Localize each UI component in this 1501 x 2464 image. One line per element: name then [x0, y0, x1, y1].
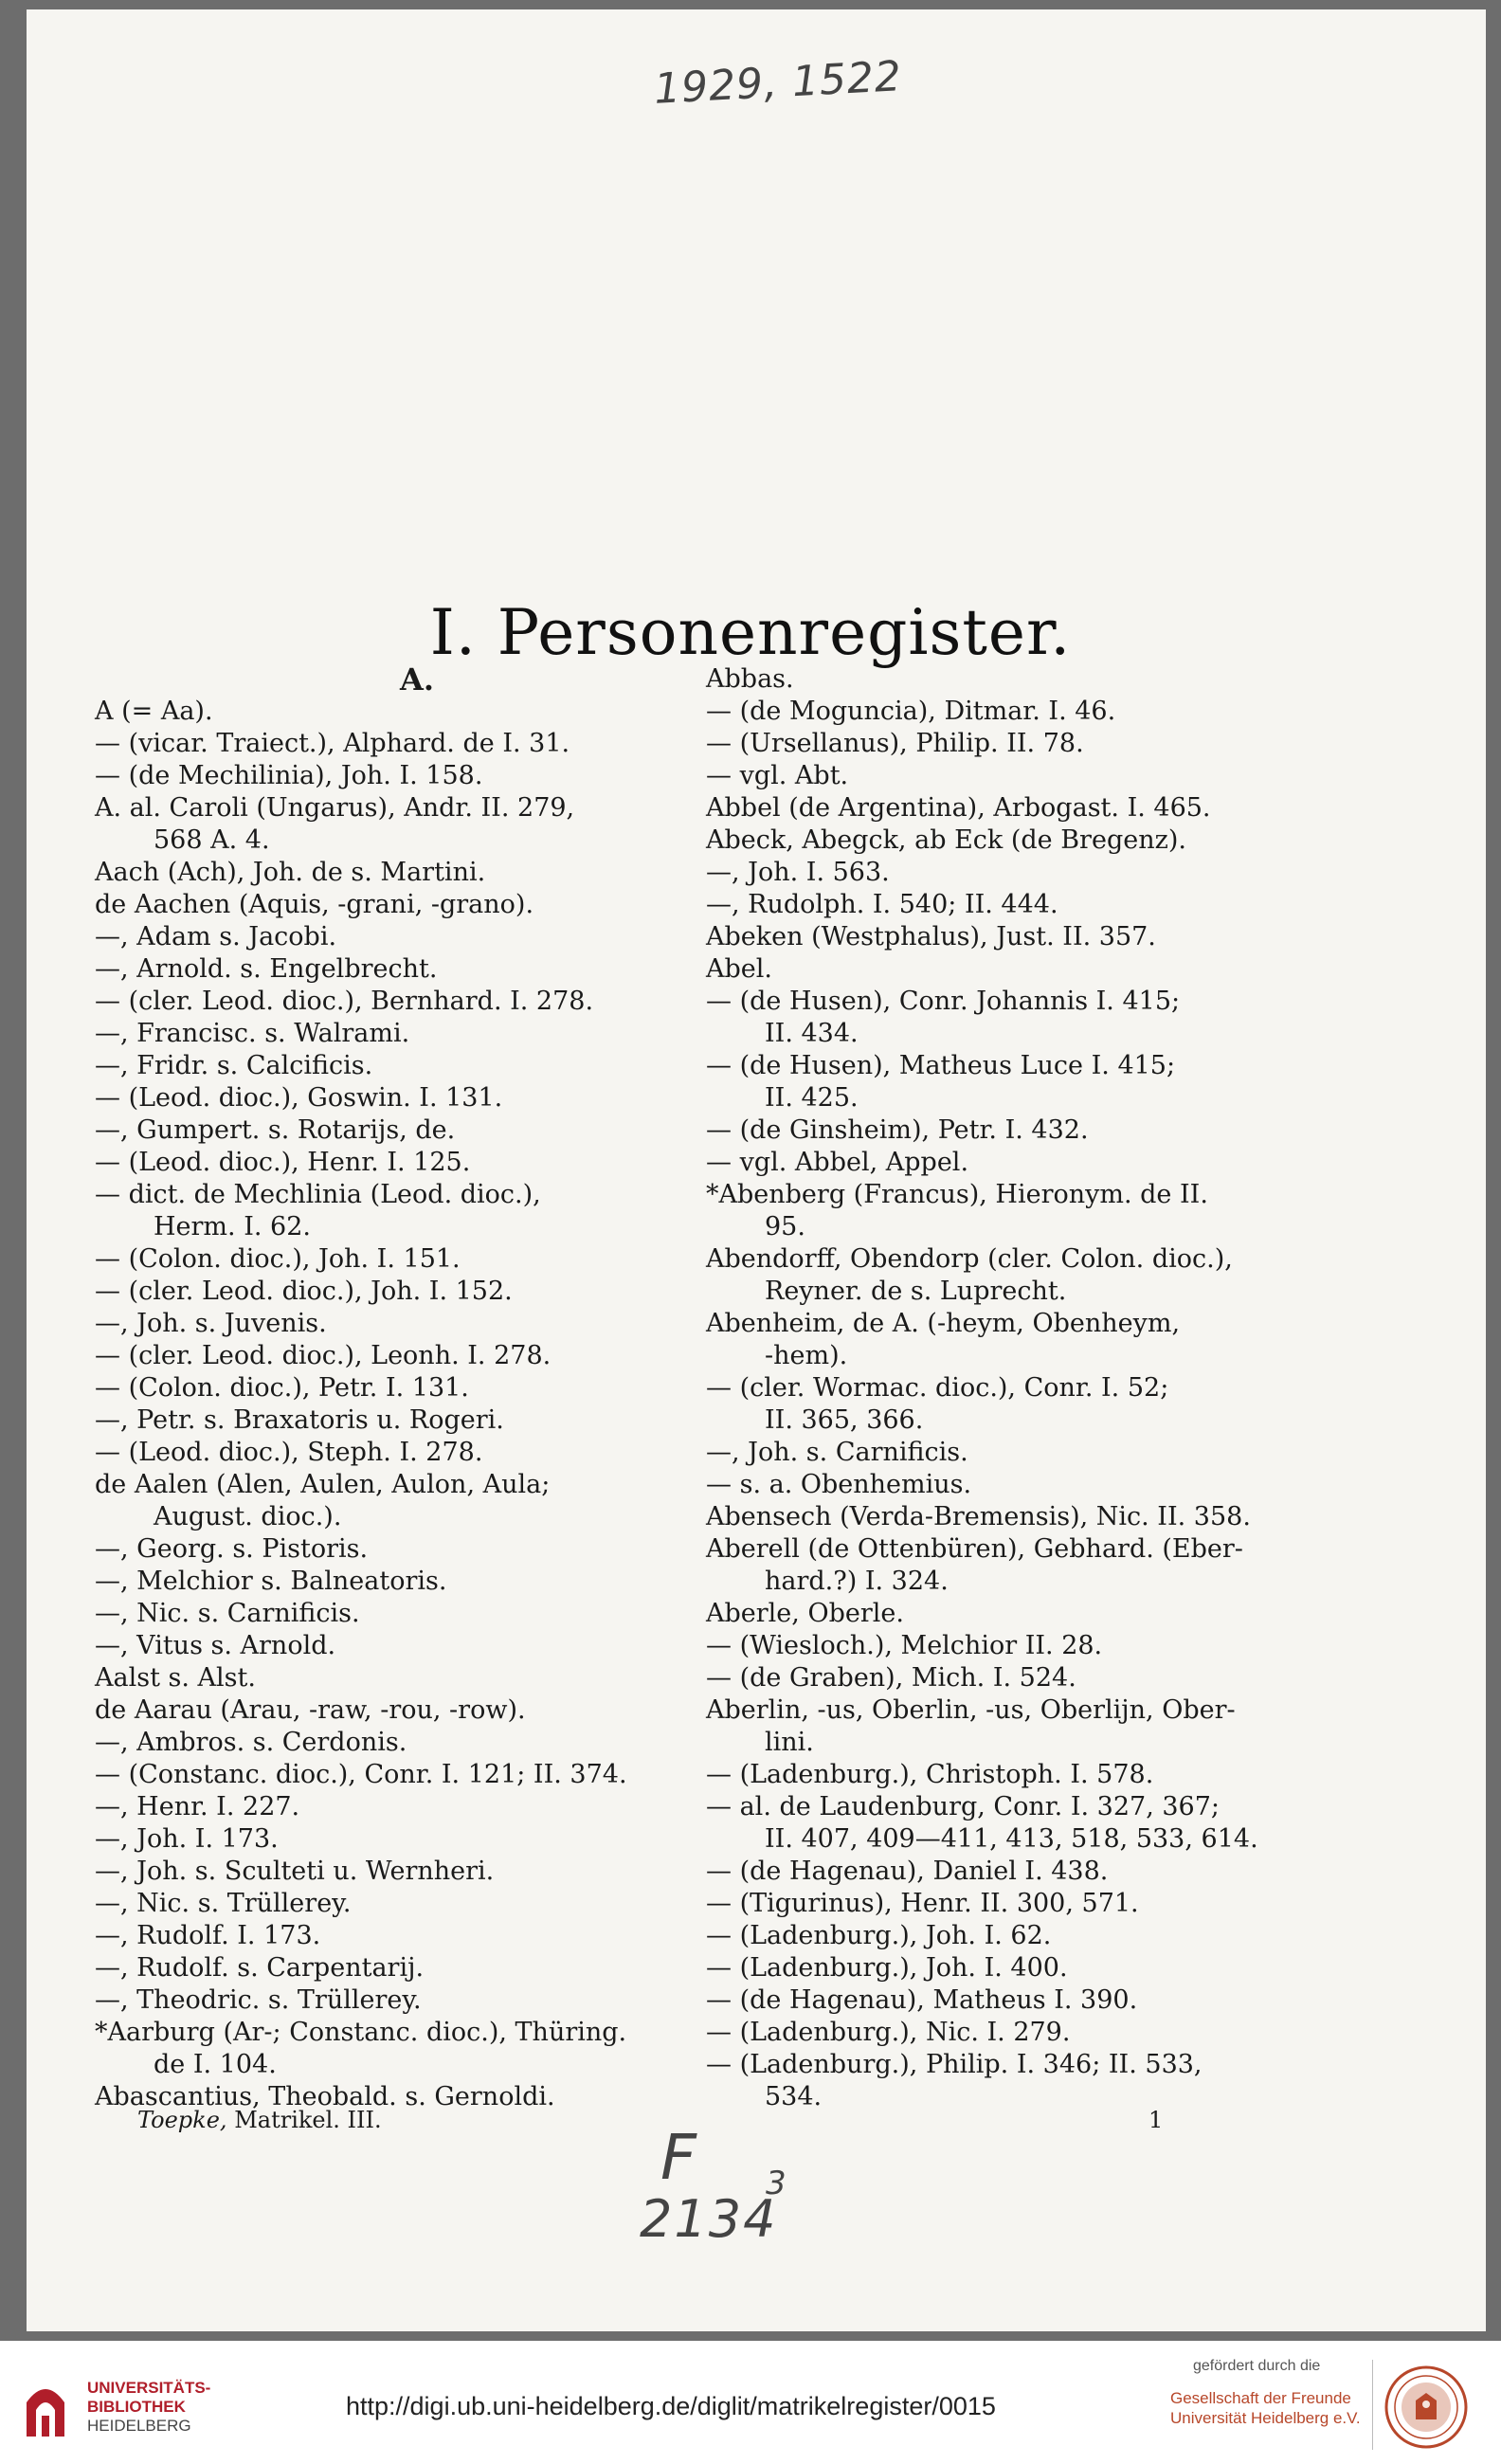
register-entry: — dict. de Mechlinia (Leod. dioc.), [95, 1180, 541, 1209]
register-entry: —, Gumpert. s. Rotarijs, de. [95, 1115, 456, 1145]
register-entry: — (cler. Wormac. dioc.), Conr. I. 52; [706, 1373, 1169, 1403]
register-entry: Abeck, Abegck, ab Eck (de Bregenz). [706, 825, 1186, 855]
register-entry: Aalst s. Alst. [95, 1663, 256, 1693]
handwritten-letter: F [660, 2121, 696, 2194]
register-entry: Abeken (Westphalus), Just. II. 357. [706, 922, 1156, 951]
register-entry: — (de Hagenau), Matheus I. 390. [706, 1985, 1138, 2015]
register-entry: — (Ladenburg.), Philip. I. 346; II. 533, [706, 2050, 1203, 2079]
register-entry: —, Rudolf. I. 173. [95, 1921, 321, 1950]
library-logo-icon [17, 2374, 74, 2440]
register-entry: II. 365, 366. [765, 1405, 924, 1435]
register-entry: —, Francisc. s. Walrami. [95, 1019, 410, 1048]
register-entry: — (Ursellanus), Philip. II. 78. [706, 729, 1084, 758]
register-entry: —, Rudolf. s. Carpentarij. [95, 1953, 425, 1983]
register-entry: —, Ambros. s. Cerdonis. [95, 1728, 407, 1757]
register-entry: —, Fridr. s. Calcificis. [95, 1051, 373, 1080]
register-entry: — (de Ginsheim), Petr. I. 432. [706, 1115, 1089, 1145]
register-entry: —, Vitus s. Arnold. [95, 1631, 336, 1660]
university-seal-icon [1383, 2364, 1469, 2450]
register-entry: de Aachen (Aquis, -grani, -grano). [95, 890, 534, 919]
register-entry: — (Colon. dioc.), Joh. I. 151. [95, 1244, 461, 1274]
register-entry: Abenheim, de A. (-heym, Obenheym, [706, 1309, 1181, 1338]
register-entry: -hem). [765, 1341, 848, 1370]
register-entry: Abbel (de Argentina), Arbogast. I. 465. [706, 793, 1211, 823]
handwritten-number: 2134 [640, 2189, 778, 2249]
sponsor-divider [1372, 2360, 1373, 2450]
register-entry: A. al. Caroli (Ungarus), Andr. II. 279, [95, 793, 575, 823]
register-entry: Abensech (Verda-Bremensis), Nic. II. 358. [706, 1502, 1251, 1531]
register-entry: Aach (Ach), Joh. de s. Martini. [95, 858, 486, 887]
register-entry: August. dioc.). [154, 1502, 342, 1531]
left-column [95, 663, 701, 2113]
register-entry: — s. a. Obenhemius. [706, 1470, 972, 1499]
sponsor-name-line1: Gesellschaft der Freunde [1170, 2389, 1351, 2407]
register-entry: hard.?) I. 324. [765, 1567, 949, 1596]
register-entry: — (de Graben), Mich. I. 524. [706, 1663, 1076, 1693]
sponsor-label: gefördert durch die [1193, 2358, 1321, 2374]
handwritten-shelfmark: 1929, 1522 [652, 52, 904, 114]
library-name [87, 2379, 210, 2436]
register-entry: —, Nic. s. Trüllerey. [95, 1889, 352, 1918]
library-name-line2: BIBLIOTHEK [87, 2398, 186, 2416]
section-letter: A. [400, 661, 434, 698]
register-entry: —, Joh. s. Sculteti u. Wernheri. [95, 1857, 495, 1886]
register-entry: Aberell (de Ottenbüren), Gebhard. (Eber- [706, 1534, 1243, 1564]
register-entry: II. 434. [765, 1019, 859, 1048]
register-entry: de I. 104. [154, 2050, 277, 2079]
register-entry: —, Theodric. s. Trüllerey. [95, 1985, 422, 2015]
register-entry: — (Leod. dioc.), Goswin. I. 131. [95, 1083, 503, 1113]
register-entry: — al. de Laudenburg, Conr. I. 327, 367; [706, 1792, 1220, 1821]
register-entry: Abel. [706, 954, 772, 984]
register-entry: — vgl. Abbel, Appel. [706, 1148, 969, 1177]
register-entry: — (Wiesloch.), Melchior II. 28. [706, 1631, 1103, 1660]
register-entry: —, Joh. s. Carnificis. [706, 1438, 968, 1467]
register-entry: — vgl. Abt. [706, 761, 849, 790]
register-entry: II. 407, 409—411, 413, 518, 533, 614. [765, 1824, 1258, 1854]
register-entry: — (de Mechilinia), Joh. I. 158. [95, 761, 483, 790]
footer-work: Matrikel. III. [234, 2107, 382, 2133]
register-entry: 568 A. 4. [154, 825, 270, 855]
page-title: I. Personenregister. [429, 596, 1072, 670]
register-entry: —, Georg. s. Pistoris. [95, 1534, 369, 1564]
footer-author: Toepke, [137, 2107, 227, 2133]
register-entry: Abendorff, Obendorp (cler. Colon. dioc.), [706, 1244, 1233, 1274]
register-entry: —, Nic. s. Carnificis. [95, 1599, 360, 1628]
register-entry: — (cler. Leod. dioc.), Bernhard. I. 278. [95, 987, 594, 1016]
register-entry: Aberlin, -us, Oberlin, -us, Oberlijn, Ober- [706, 1695, 1236, 1725]
register-entry: — (cler. Leod. dioc.), Leonh. I. 278. [95, 1341, 552, 1370]
register-entry: — (Ladenburg.), Nic. I. 279. [706, 2018, 1071, 2047]
register-entry: A (= Aa). [95, 697, 213, 726]
sponsor-block [1161, 2358, 1369, 2428]
register-entry: Abbas. [706, 664, 794, 694]
register-entry: — (cler. Leod. dioc.), Joh. I. 152. [95, 1277, 513, 1306]
register-entry: — (de Husen), Conr. Johannis I. 415; [706, 987, 1181, 1016]
register-entry: — (Leod. dioc.), Steph. I. 278. [95, 1438, 483, 1467]
register-entry: —, Arnold. s. Engelbrecht. [95, 954, 438, 984]
register-entry: —, Joh. s. Juvenis. [95, 1309, 327, 1338]
register-entry: — (vicar. Traiect.), Alphard. de I. 31. [95, 729, 570, 758]
register-entry: —, Petr. s. Braxatoris u. Rogeri. [95, 1405, 504, 1435]
permalink-url[interactable]: http://digi.ub.uni-heidelberg.de/diglit/matrikelregister/0015 [346, 2392, 996, 2420]
register-entry: *Abenberg (Francus), Hieronym. de II. [706, 1180, 1208, 1209]
register-entry: —, Henr. I. 227. [95, 1792, 300, 1821]
register-entry: —, Melchior s. Balneatoris. [95, 1567, 447, 1596]
register-entry: —, Joh. I. 173. [95, 1824, 279, 1854]
register-entry: — (Tigurinus), Henr. II. 300, 571. [706, 1889, 1139, 1918]
register-entry: Herm. I. 62. [154, 1212, 311, 1241]
register-entry: Reyner. de s. Luprecht. [765, 1277, 1067, 1306]
register-entry: II. 425. [765, 1083, 859, 1113]
register-entry: — (Leod. dioc.), Henr. I. 125. [95, 1148, 471, 1177]
register-entry: — (de Hagenau), Daniel I. 438. [706, 1857, 1109, 1886]
register-entry: Abascantius, Theobald. s. Gernoldi. [95, 2082, 555, 2111]
register-entry: —, Adam s. Jacobi. [95, 922, 337, 951]
register-entry: de Aalen (Alen, Aulen, Aulon, Aula; [95, 1470, 551, 1499]
sponsor-name-line2: Universität Heidelberg e.V. [1170, 2409, 1361, 2427]
register-entry: 534. [765, 2082, 823, 2111]
register-entry: de Aarau (Arau, -raw, -rou, -row). [95, 1695, 526, 1725]
register-entry: 95. [765, 1212, 805, 1241]
register-entry: — (de Moguncia), Ditmar. I. 46. [706, 697, 1116, 726]
register-entry: —, Rudolph. I. 540; II. 444. [706, 890, 1058, 919]
register-entry: — (Constanc. dioc.), Conr. I. 121; II. 374. [95, 1760, 627, 1789]
register-entry: — (Ladenburg.), Joh. I. 62. [706, 1921, 1052, 1950]
library-name-line1: UNIVERSITÄTS- [87, 2379, 211, 2397]
register-entry: —, Joh. I. 563. [706, 858, 890, 887]
handwritten-superscript: 3 [766, 2165, 787, 2202]
register-entry: *Aarburg (Ar-; Constanc. dioc.), Thüring. [95, 2018, 627, 2047]
register-entry: — (de Husen), Matheus Luce I. 415; [706, 1051, 1176, 1080]
library-name-line3: HEIDELBERG [87, 2417, 191, 2435]
right-column [706, 663, 1275, 2113]
register-entry: — (Colon. dioc.), Petr. I. 131. [95, 1373, 469, 1403]
register-entry: — (Ladenburg.), Joh. I. 400. [706, 1953, 1068, 1983]
register-entry: lini. [765, 1728, 814, 1757]
footer-signature [137, 2107, 382, 2133]
register-entry: Aberle, Oberle. [706, 1599, 904, 1628]
register-entry: — (Ladenburg.), Christoph. I. 578. [706, 1760, 1154, 1789]
page-number: 1 [1148, 2107, 1164, 2133]
